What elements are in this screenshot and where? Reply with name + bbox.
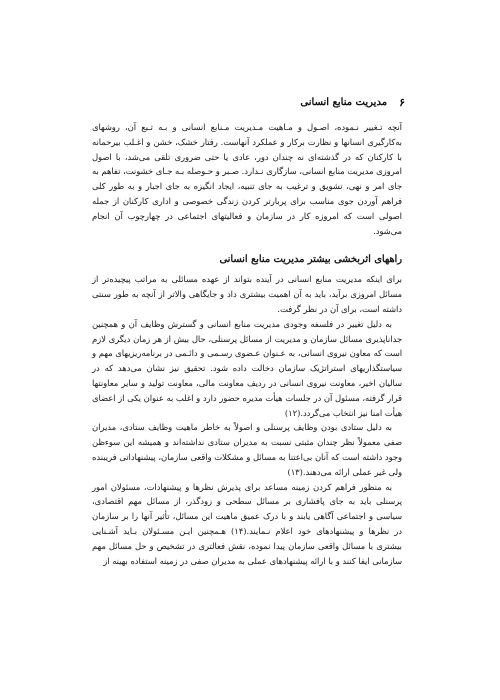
body-paragraph: به دلیل تغییر در فلسفه وجودی مدیریت منابع انسانی و گسترش وظایف آن و همچنین جدانا‌پذیری مسائل سازمان و مدیریت از مسائل پرسنلی، حال بیش از هر زمان دیگری لازم است که معاون نیروی انسانی، به عـنوان عـضوی رسـمی و دائـمی در برنامه‌ریزیهای مهم و سیاستگذاریهای استراتژیک سازمان دخالت داده شود. تحقیق نیز نشان می‌دهد که در سالیان اخیر، معاونت نیروی انسانی در ردیف معاونت مالی، معاونت تولید و سایر معاونتها قرار گرفته، مسئول آن در جلسات هیأت مدیره حضور دارد و اغلب به عنوان یکی از اعضای هیأت امنا نیز انتخاب می‌گردد.(۱۲) xyxy=(92,318,402,418)
body-paragraph: به منظور فراهم کردن زمینه مساعد برای پذیرش نظرها و پیشنهادات، مسئولان امور پرسنلی باید به جای پافشاری بر مسائل سطحی و زودگذر، از مسائل مهم اقتصادی، سیاسی و اجتماعی آگاهی یابند و با درک عمیق ماهیت این مسائل، تأثیر آنها را بر سازمان در نظرها و پیشنهادهای خود اعلام نـمایند.(۱۴) هـمچنین ایـن مسـئولان بـاید آشـنایی بیشتری با مسائل واقعی سازمان پیدا نموده، نقش فعالتری در تشخیص و حل مسائل مهم سازمانی ایفا کنند و با ارائه پیشنهادهای عملی به مدیران صفی در زمینه استفاده بهینه از xyxy=(92,481,402,566)
body-paragraph: به دلیل ستادی بودن وظایف پرسنلی و اصولاً به خاطر ماهیت وظایف ستادی، مدیران صفی معمولاً نظر چندان مثبتی نسبت به مدیران ستادی نداشته‌اند و همیشه این سوءظن وجود داشته است که آنان بی‌اعتنا به مسائل و مشکلات واقعی سازمان، پیشنهاداتی فریبنده ولی غیر عملی ارائه می‌دهند.(۱۳) xyxy=(92,422,402,477)
page-body xyxy=(92,120,402,568)
section-heading: راههای اثربخشی بیشتر مدیریت منابع انسانی xyxy=(219,254,402,266)
running-head xyxy=(95,96,405,109)
body-paragraph: برای اینکه مدیریت منابع انسانی در آینده بتواند از عهده مسائلی به مراتب پیچیده‌تر از مسائل امروزی برآید، باید به آن اهمیت بیشتری داد و جایگاهی والاتر از آنچه به طور سنتی داشته است، برای آن در نظر گرفت. xyxy=(92,274,402,314)
page-number: ۶ xyxy=(399,96,405,109)
running-title: مدیریت منابع انسانی xyxy=(300,97,388,108)
intro-paragraph: آنچه تـغییر نـموده، اصـول و مـاهیت مـدیریت مـنابع انسانی و بـه تـبع آن، روشهای به‌کارگیری انسانها و نظارت برکار و عملکرد آنهاست. رفتار خشک، خشن و اغـلب بیرحمانه با کارکنان که در گذشته‌ای نه چندان دور، عادی یا حتی ضروری تلقی می‌شد، با اصول امروزی مدیریت منابع انسانی، سازگاری نـدارد. صـبر و حـوصله بـه جـای خشونت، تفاهم به جای امر و نهی، تشویق و ترغیب به جای تنبیه، ایجاد انگیزه به جای اجبار و به طور کلی فراهم آوردن جوی مناسب برای پربارتر کردن زندگی خصوصی و اداری کارکنان از جمله اصولی است که امروزه کار در سازمان و فعالیتهای اجتماعی در چهارچوب آن انجام می‌شود. xyxy=(92,122,402,236)
